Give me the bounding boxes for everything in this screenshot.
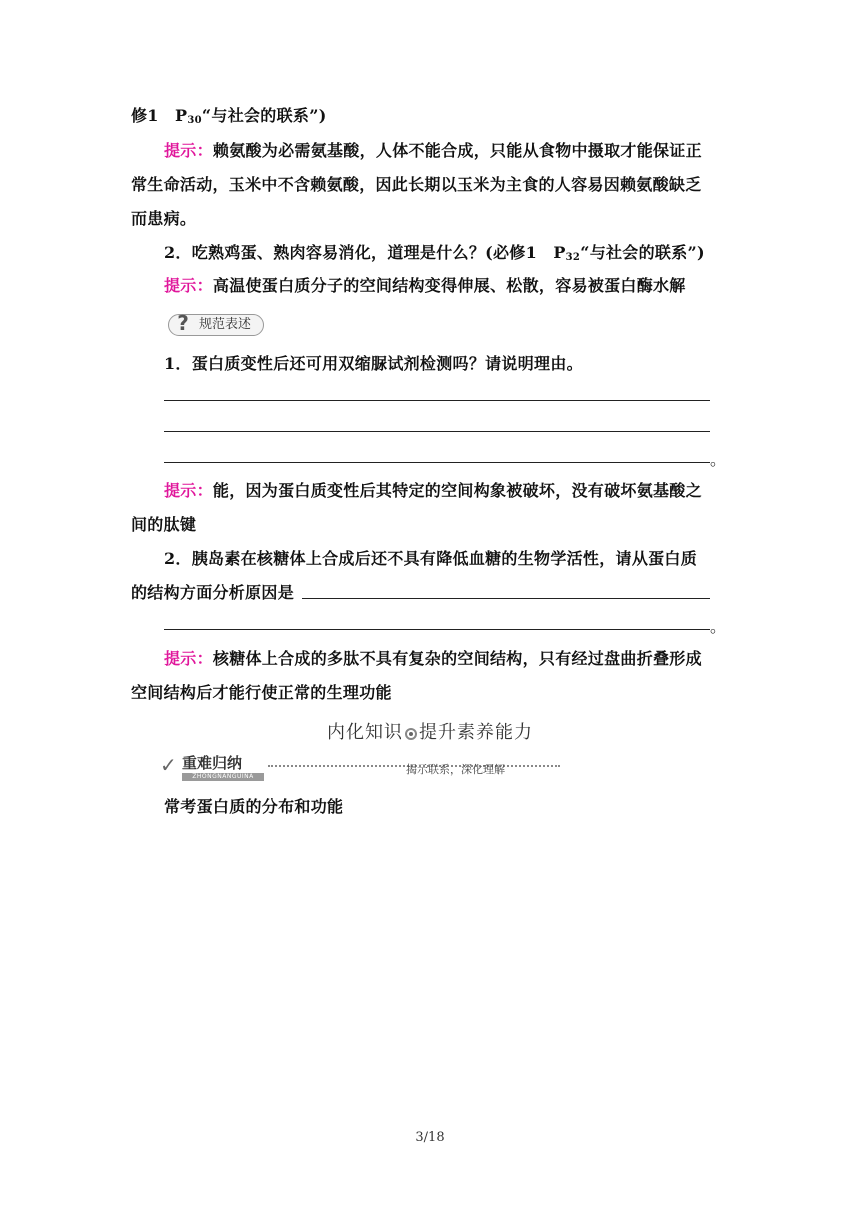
answer-blank-line[interactable] — [164, 450, 710, 463]
standard-expression-badge — [168, 311, 264, 336]
period: 。 — [710, 617, 727, 636]
section-pinyin: ZHONGNANGUINA — [182, 773, 264, 781]
target-icon — [405, 728, 417, 740]
answer-blank-line[interactable] — [302, 586, 710, 599]
hint-label: 提示： — [164, 141, 213, 160]
section-tagline: 揭示联系，深化理解 — [406, 763, 505, 776]
answer-blank-line[interactable] — [164, 388, 710, 401]
section-title: 重难归纳 — [182, 754, 243, 772]
hint-line-2: 常生命活动，玉米中不含赖氨酸，因此长期以玉米为主食的人容易因赖氨酸缺乏 — [131, 175, 702, 194]
banner-left: 内化知识 — [327, 722, 403, 743]
q2-rest: “与社会的联系”) — [580, 243, 705, 262]
page-number: 3/18 — [415, 1130, 445, 1145]
answer-2-cont: 空间结构后才能行使正常的生理功能 — [131, 683, 392, 702]
banner-right: 提升素养能力 — [419, 722, 533, 743]
answer-1-cont: 间的肽键 — [131, 515, 197, 534]
hint-line-1 — [164, 141, 702, 161]
answer-text: 核糖体上合成的多肽不具有复杂的空间结构，只有经过盘曲折叠形成 — [212, 649, 702, 668]
q2-sub: 32 — [565, 252, 581, 263]
badge-label: 规范表述 — [199, 317, 252, 332]
section-banner — [0, 718, 860, 744]
ref-prefix: 修1 P — [131, 106, 188, 125]
answer-text: 能，因为蛋白质变性后其特定的空间构象被破坏，没有破坏氨基酸之 — [212, 481, 702, 500]
line-ref-1 — [131, 106, 327, 131]
answer-1 — [164, 481, 702, 501]
period: 。 — [710, 450, 727, 469]
ref-rest: “与社会的联系”) — [201, 106, 327, 125]
hint-line-4 — [164, 276, 686, 296]
ref-sub: 30 — [187, 115, 202, 126]
hint-text: 赖氨酸为必需氨基酸，人体不能合成，只能从食物中摄取才能保证正 — [212, 141, 702, 160]
question-s1: 1．蛋白质变性后还可用双缩脲试剂检测吗？请说明理由。 — [164, 354, 583, 373]
question-s2: 2．胰岛素在核糖体上合成后还不具有降低血糖的生物学活性，请从蛋白质 — [164, 549, 698, 568]
q2-text: 2．吃熟鸡蛋、熟肉容易消化，道理是什么？(必修1 P — [164, 243, 566, 262]
answer-2 — [164, 649, 702, 669]
hint-label: 提示： — [164, 481, 213, 500]
hint-label: 提示： — [164, 276, 213, 295]
hint-label: 提示： — [164, 649, 213, 668]
answer-blank-line[interactable] — [164, 617, 710, 630]
question-2 — [164, 243, 705, 268]
answer-blank-line[interactable] — [164, 419, 710, 432]
question-s2-cont: 的结构方面分析原因是 — [131, 583, 295, 602]
hint-text: 高温使蛋白质分子的空间结构变得伸展、松散，容易被蛋白酶水解 — [212, 276, 686, 295]
subtitle: 常考蛋白质的分布和功能 — [164, 797, 344, 816]
checkmark-icon: ✓ — [160, 753, 177, 777]
question-mark-icon: ? — [177, 311, 189, 335]
section-header — [160, 754, 520, 780]
hint-line-3: 而患病。 — [131, 209, 197, 228]
